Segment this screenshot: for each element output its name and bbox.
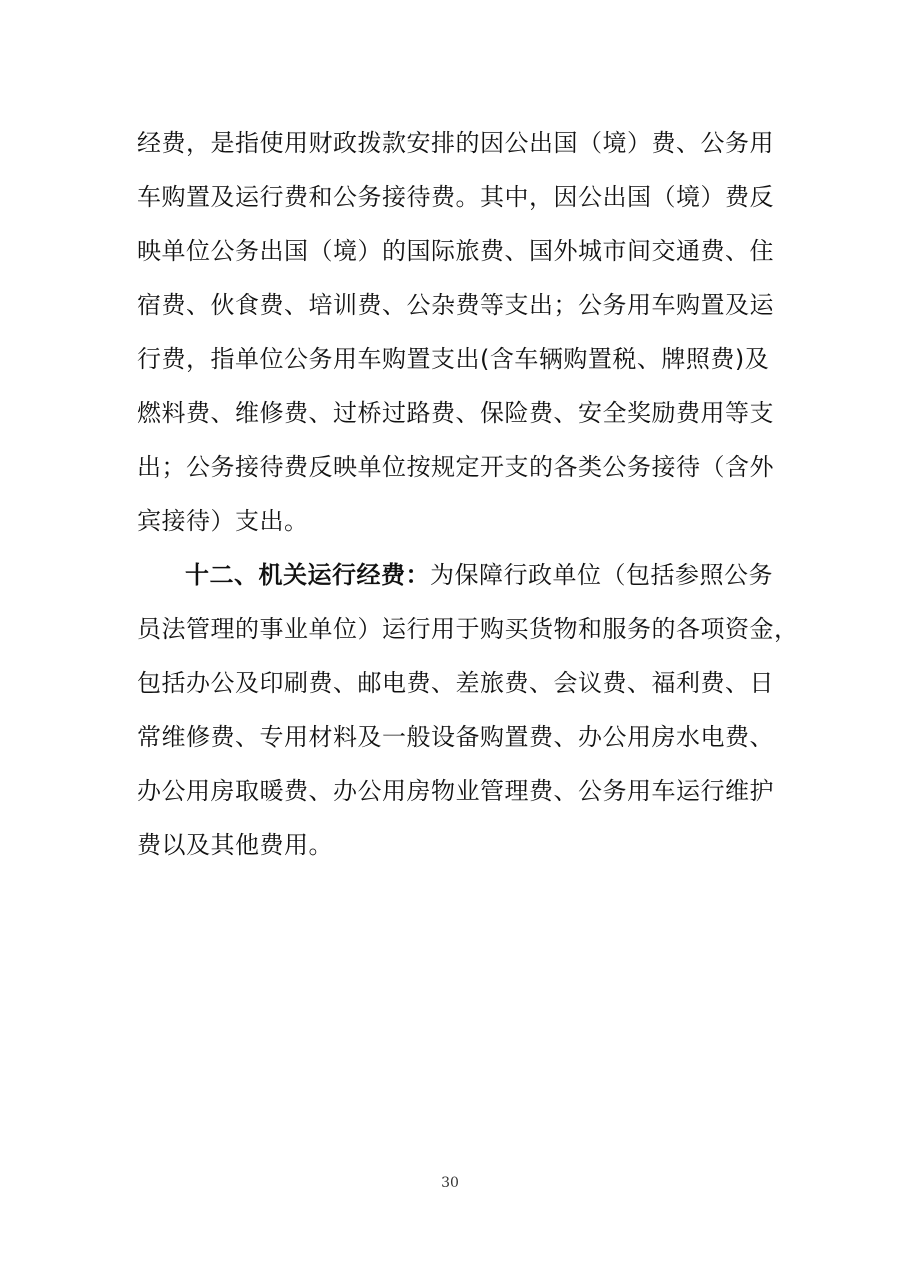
- section-12-line: 常维修费、专用材料及一般设备购置费、办公用房水电费、: [137, 723, 774, 751]
- paragraph-line: 出；公务接待费反映单位按规定开支的各类公务接待（含外: [137, 453, 774, 481]
- page-number: 30: [441, 1175, 459, 1191]
- paragraph-line: 行费，指单位公务用车购置支出(含车辆购置税、牌照费)及: [137, 345, 770, 373]
- paragraph-line: 车购置及运行费和公务接待费。其中，因公出国（境）费反: [137, 183, 774, 211]
- paragraph-line: 映单位公务出国（境）的国际旅费、国外城市间交通费、住: [137, 237, 774, 265]
- section-12-line: 包括办公及印刷费、邮电费、差旅费、会议费、福利费、日: [137, 669, 774, 697]
- section-12-first-line: [137, 548, 777, 602]
- section-12-first-line-text: 为保障行政单位（包括参照公务: [430, 561, 773, 589]
- section-12-heading: 十二、机关运行经费：: [185, 561, 430, 589]
- paragraph-line: 宾接待）支出。: [137, 507, 309, 535]
- section-12-line: 员法管理的事业单位）运行用于购买货物和服务的各项资金，: [137, 615, 799, 643]
- paragraph-line: 宿费、伙食费、培训费、公杂费等支出；公务用车购置及运: [137, 291, 774, 319]
- section-12-line: 办公用房取暖费、办公用房物业管理费、公务用车运行维护: [137, 777, 774, 805]
- body-text: [137, 116, 799, 872]
- paragraph-line: 燃料费、维修费、过桥过路费、保险费、安全奖励费用等支: [137, 399, 774, 427]
- paragraph-line: 经费，是指使用财政拨款安排的因公出国（境）费、公务用: [137, 129, 774, 157]
- section-12-line: 费以及其他费用。: [137, 831, 333, 859]
